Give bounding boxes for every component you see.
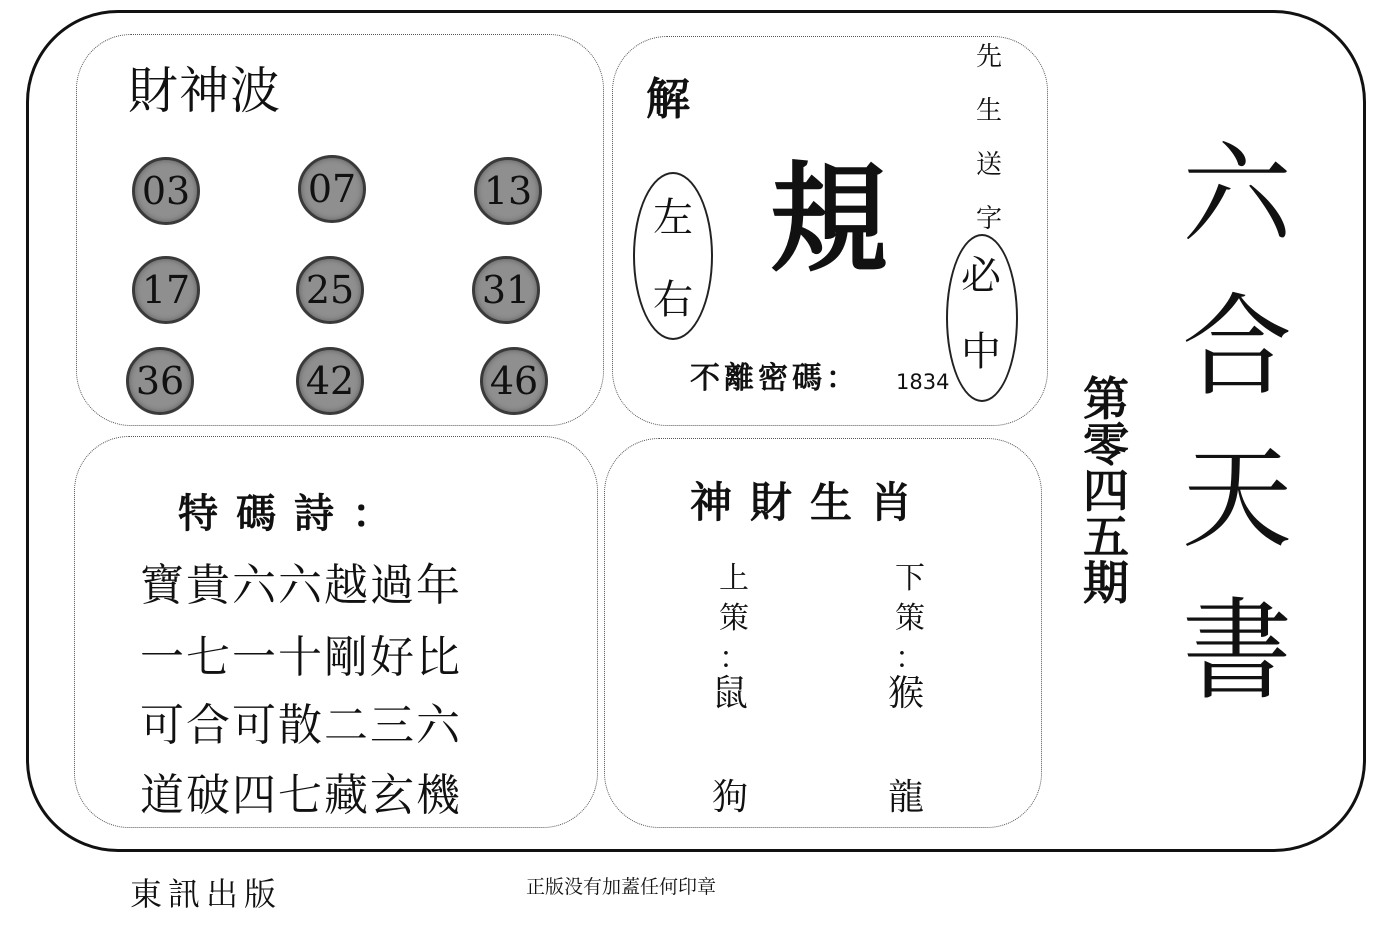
left-char: 左 [653,195,693,241]
code-value: 1834 [896,370,950,394]
number-ball: 31 [472,256,540,324]
number-ball: 03 [132,157,200,225]
poem-line: 一七一十剛好比 [140,632,462,683]
right-char: 右 [653,277,693,323]
zodiac-animal: 龍 [888,777,925,818]
zodiac-animal: 狗 [712,777,749,818]
publisher: 東訊出版 [130,875,283,913]
poem-line: 道破四七藏玄機 [140,770,462,821]
code-label: 不離密碼： [690,361,860,396]
lower-strategy-label: 下 策 ： [895,561,925,676]
authenticity-notice: 正版没有加蓋任何印章 [526,876,717,898]
number-ball: 46 [480,347,548,415]
zodiac-title: 神財生肖 [690,478,931,527]
number-ball: 17 [132,256,200,324]
number-ball: 42 [296,347,364,415]
poem-title: 特碼詩： [178,491,410,537]
wealth-wave-title: 財神波 [128,62,281,120]
number-ball: 07 [298,155,366,223]
riddle-main-char: 規 [770,150,889,288]
sender-column [972,44,1006,260]
upper-strategy-label: 上 策 ： [719,561,749,676]
sender-char: 送 [975,150,1002,180]
sender-char: 字 [975,204,1002,234]
number-ball: 25 [296,256,364,324]
riddle-label: 解 [646,74,690,125]
must-hit-char: 中 [961,329,1001,375]
main-title: 六 合 天 書 [1182,131,1292,715]
poem-line: 寶貴六六越過年 [140,560,462,611]
sender-char: 先 [975,42,1002,72]
sender-char: 生 [975,96,1002,126]
number-ball: 13 [474,157,542,225]
issue-number: 第 零 四 五 期 [1083,372,1129,610]
poem-line: 可合可散二三六 [140,700,462,751]
zodiac-animal: 鼠 [712,673,749,714]
number-ball: 36 [126,347,194,415]
must-hit-char: 必 [961,253,1001,299]
zodiac-animal: 猴 [888,673,925,714]
